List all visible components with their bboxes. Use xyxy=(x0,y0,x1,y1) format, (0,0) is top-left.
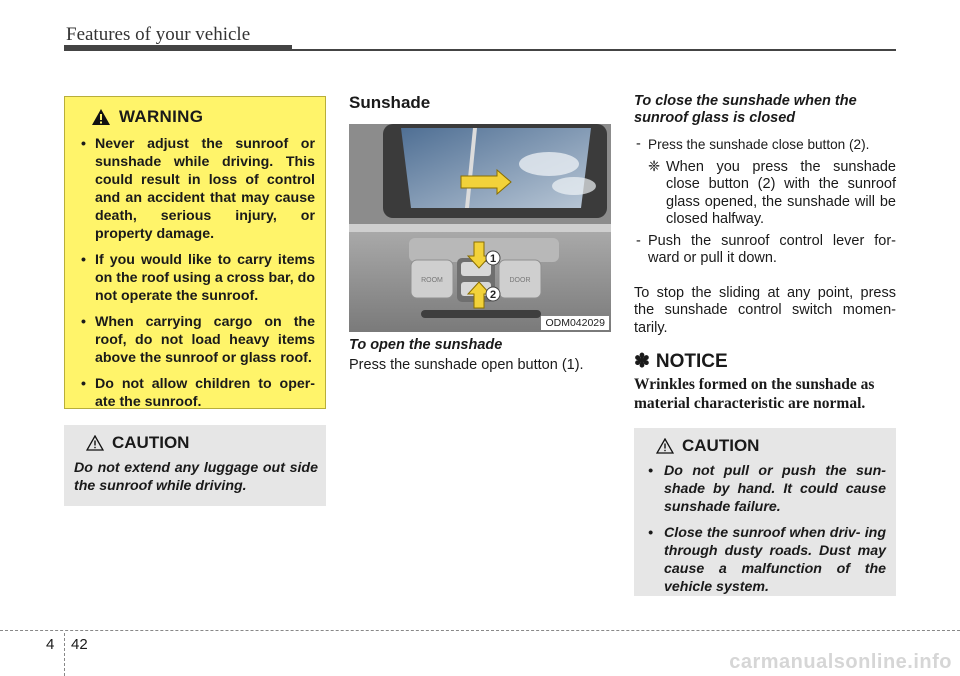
caution-triangle-icon xyxy=(656,438,674,454)
sunshade-illustration xyxy=(349,124,611,332)
image-code: ODM042029 xyxy=(541,316,609,330)
close-step-2 xyxy=(634,233,896,268)
warning-item: • Never adjust the sunroof or sunshade while driving. This could result in loss of control and an accident that may cause death, serious injury, or property damage. xyxy=(75,135,315,243)
button-1-label: 1 xyxy=(489,253,497,265)
warning-item: • When carrying cargo on the roof, do not load heavy items above the sunroof or glass roof. xyxy=(75,313,315,367)
notice-star-icon: ✽ xyxy=(634,351,650,372)
page-header-title: Features of your vehicle xyxy=(66,24,251,45)
caution-box-left xyxy=(64,425,326,506)
header-rule-thick xyxy=(64,45,292,51)
caution-header xyxy=(86,433,318,453)
caution-title: CAUTION xyxy=(682,436,760,455)
caution-box-right xyxy=(634,428,896,596)
warning-title: WARNING xyxy=(119,107,204,126)
notice-header xyxy=(634,350,728,373)
caution-title: CAUTION xyxy=(112,433,190,452)
chapter-number: 4 xyxy=(46,636,55,653)
warning-list xyxy=(75,135,315,411)
sunshade-photo xyxy=(349,124,611,332)
open-sunshade-heading: To open the sunshade xyxy=(349,337,503,353)
caution-item: • Close the sunroof when driv- ing through dusty roads. Dust may cause a malfunction of the vehicle system. xyxy=(644,524,886,596)
open-sunshade-text: Press the sunshade open button (1). xyxy=(349,357,584,373)
close-step-1-text: Press the sunshade close button (2). xyxy=(648,137,870,152)
header-rule-thin xyxy=(292,49,896,51)
caution-text: Do not extend any luggage out side the sunroof while driving. xyxy=(74,460,318,494)
button-2-label: 2 xyxy=(489,289,497,301)
warning-triangle-icon xyxy=(91,108,111,126)
caution-item: • Do not pull or push the sun- shade by hand. It could cause sunshade failure. xyxy=(644,462,886,516)
close-step-1 xyxy=(634,136,896,155)
warning-header xyxy=(91,107,315,127)
close-sunshade-section xyxy=(634,93,896,337)
warning-item: • If you would like to carry items on the roof using a cross bar, do not operate the sunroof. xyxy=(75,251,315,305)
room-label: ROOM xyxy=(421,277,443,284)
caution-triangle-icon xyxy=(86,435,104,451)
warning-box xyxy=(64,96,326,409)
watermark: carmanualsonline.info xyxy=(729,651,952,673)
close-sunshade-heading: To close the sunshade when the sunroof glass is closed xyxy=(634,93,857,126)
stop-sliding-text: To stop the sliding at any point, press the sunshade control switch momen- tarily. xyxy=(634,284,896,336)
caution-header xyxy=(656,436,886,456)
close-step-2-text: Push the sunroof control lever for- ward or pull it down. xyxy=(648,232,896,266)
door-label: DOOR xyxy=(509,277,531,284)
footer-divider xyxy=(64,633,65,676)
notice-title: NOTICE xyxy=(655,350,728,372)
notice-text: Wrinkles formed on the sunshade as material characteristic are normal. xyxy=(634,376,875,412)
sunshade-title: Sunshade xyxy=(349,93,431,112)
page-number: 42 xyxy=(71,636,88,653)
warning-item: • Do not allow children to oper- ate the sunroof. xyxy=(75,375,315,411)
close-note-text: When you press the sunshade close button (2) with the sunroof glass opened, the sunshade will be closed halfway. xyxy=(666,158,896,227)
caution-list xyxy=(644,462,886,596)
close-note xyxy=(634,159,896,229)
footer-rule xyxy=(0,630,960,631)
note-mark-icon: ❈ xyxy=(648,158,661,175)
